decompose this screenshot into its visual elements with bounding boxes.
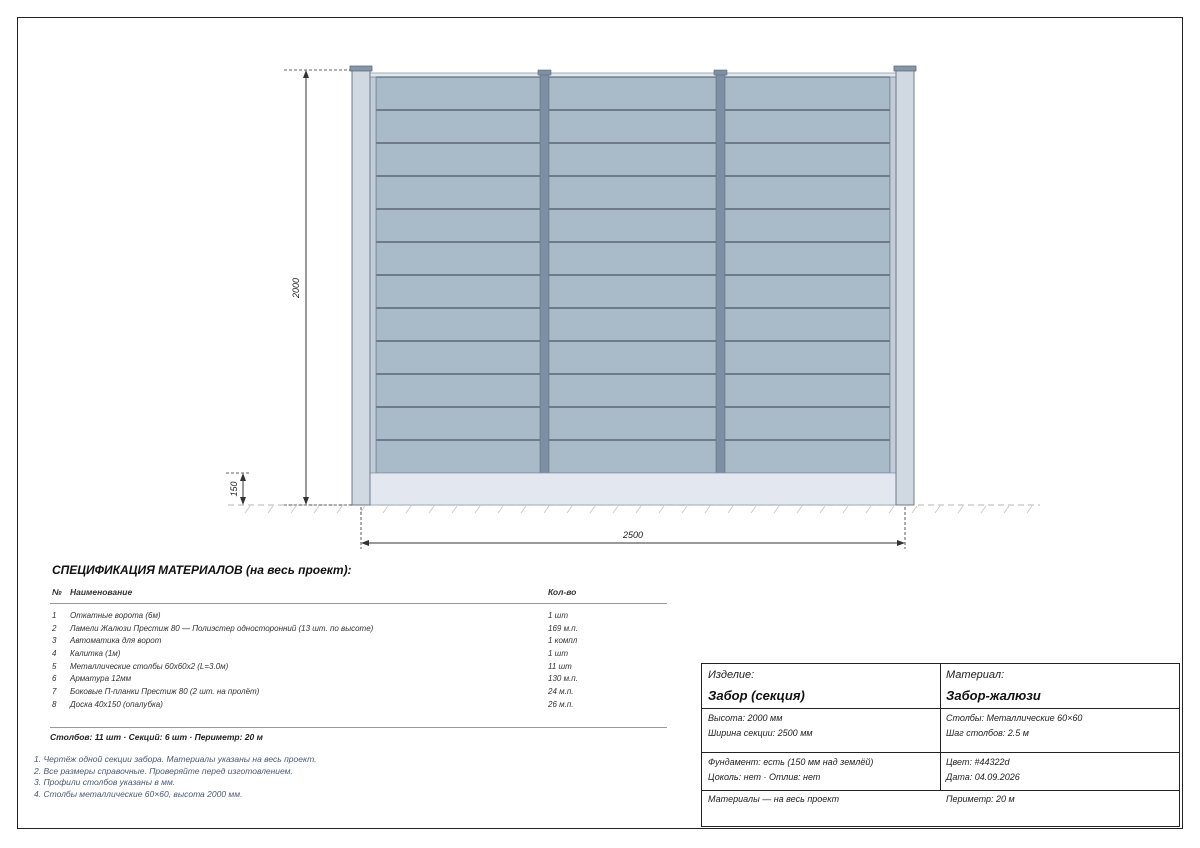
- spec-row-name: Откатные ворота (6м): [70, 610, 161, 620]
- ground-hatch-mark: [912, 506, 917, 513]
- ground-hatch-mark: [498, 506, 503, 513]
- product-value: Забор (секция): [708, 688, 805, 703]
- ground-hatch-mark: [889, 506, 894, 513]
- spec-row-qty: 1 шт: [548, 648, 568, 658]
- spec-title: СПЕЦИФИКАЦИЯ МАТЕРИАЛОВ (на весь проект):: [52, 563, 352, 577]
- ground-hatch-mark: [521, 506, 526, 513]
- spec-row: [50, 660, 667, 673]
- ground-hatch-mark: [797, 506, 802, 513]
- spec-col-name: Наименование: [70, 587, 133, 597]
- ground-hatch-mark: [268, 506, 273, 513]
- ground-hatch-mark: [337, 506, 342, 513]
- spec-row-qty: 24 м.п.: [548, 686, 574, 696]
- spec-row-qty: 1 шт: [548, 610, 568, 620]
- color-value: Цвет: #44322d: [946, 757, 1010, 767]
- inner-post-1: [540, 74, 549, 473]
- inner-post-2-cap: [714, 70, 727, 75]
- spec-row: [50, 685, 667, 698]
- ground-hatch-mark: [981, 506, 986, 513]
- ground-hatch-mark: [751, 506, 756, 513]
- spec-row-num: 2: [52, 623, 57, 633]
- dim-width-label: 2500: [622, 530, 644, 540]
- ground-hatch-mark: [774, 506, 779, 513]
- ground-hatch-mark: [820, 506, 825, 513]
- note-line: 2. Все размеры справочные. Проверяйте перед изготовлением.: [34, 765, 293, 776]
- spec-row-name: Боковые П-планки Престиж 80 (2 шт. на пролёт): [70, 686, 260, 696]
- post-step-value: Шаг столбов: 2.5 м: [946, 728, 1029, 738]
- spec-row-num: 1: [52, 610, 57, 620]
- dim-plinth-label: 150: [229, 481, 239, 497]
- ground-hatch-mark: [1027, 506, 1032, 513]
- plinth-value: Цоколь: нет · Отлив: нет: [708, 772, 821, 782]
- spec-row-num: 3: [52, 636, 57, 646]
- ground-hatch-mark: [314, 506, 319, 513]
- ground-hatch-mark: [705, 506, 710, 513]
- ground-hatch-mark: [475, 506, 480, 513]
- note-line: 3. Профили столбов указаны в мм.: [34, 777, 176, 788]
- material-value: Забор-жалюзи: [946, 688, 1041, 703]
- spec-row-qty: 26 м.п.: [548, 699, 574, 709]
- product-label: Изделие:: [708, 669, 755, 681]
- spec-row-name: Металлические столбы 60х60х2 (L=3.0м): [70, 661, 229, 671]
- ground-hatch-mark: [958, 506, 963, 513]
- post-right-cap: [894, 66, 916, 71]
- spec-row-qty: 11 шт: [548, 661, 572, 671]
- spec-row: [50, 609, 667, 622]
- ground-hatch-mark: [1004, 506, 1009, 513]
- spec-row: [50, 672, 667, 685]
- ground-hatch-mark: [590, 506, 595, 513]
- spec-row-num: 4: [52, 648, 57, 658]
- spec-row-qty: 130 м.п.: [548, 674, 578, 684]
- dim-width-arrow-right: [897, 540, 905, 546]
- spec-row-name: Калитка (1м): [70, 648, 121, 658]
- spec-row-name: Арматура 12мм: [70, 674, 132, 684]
- post-right: [896, 70, 914, 505]
- spec-row-qty: 1 компл: [548, 636, 578, 646]
- spec-totals: Столбов: 11 шт · Секций: 6 шт · Периметр: 20 м: [50, 727, 667, 742]
- title-block: [701, 663, 1180, 827]
- spec-header-row: [50, 584, 667, 604]
- dim-height-arrow-bottom: [303, 497, 309, 505]
- ground-hatch-mark: [452, 506, 457, 513]
- ground-hatch-mark: [866, 506, 871, 513]
- spec-row-num: 7: [52, 686, 57, 696]
- ground-hatching: [245, 506, 1032, 513]
- ground-hatch-mark: [728, 506, 733, 513]
- dim-height-label: 2000: [291, 277, 301, 299]
- post-left: [352, 70, 370, 505]
- spec-row-name: Автоматика для ворот: [70, 636, 162, 646]
- spec-row-name: Ламели Жалюзи Престиж 80 — Полиэстер односторонний (13 шт. по высоте): [70, 623, 374, 633]
- spec-table: [50, 584, 667, 711]
- perimeter-value: Периметр: 20 м: [946, 794, 1015, 804]
- ground-hatch-mark: [406, 506, 411, 513]
- spec-row: [50, 634, 667, 647]
- title-block-divider: [702, 708, 1179, 709]
- ground-hatch-mark: [682, 506, 687, 513]
- post-left-cap: [350, 66, 372, 71]
- ground-hatch-mark: [544, 506, 549, 513]
- spec-row-name: Доска 40х150 (опалубка): [70, 699, 163, 709]
- ground-hatch-mark: [636, 506, 641, 513]
- spec-row-num: 6: [52, 674, 57, 684]
- spec-row-qty: 169 м.п.: [548, 623, 578, 633]
- ground-hatch-mark: [935, 506, 940, 513]
- note-line: 4. Столбы металлические 60×60, высота 2000 мм.: [34, 788, 243, 799]
- ground-hatch-mark: [659, 506, 664, 513]
- dim-height-arrow-top: [303, 70, 309, 78]
- height-value: Высота: 2000 мм: [708, 713, 783, 723]
- posts-value: Столбы: Металлические 60×60: [946, 713, 1083, 723]
- material-label: Материал:: [946, 669, 1005, 681]
- ground-hatch-mark: [383, 506, 388, 513]
- spec-col-num: №: [52, 587, 62, 597]
- spec-col-qty: Кол-во: [548, 587, 577, 597]
- inner-post-1-cap: [538, 70, 551, 75]
- spec-row: [50, 698, 667, 711]
- ground-hatch-mark: [843, 506, 848, 513]
- notes-block: [34, 754, 316, 800]
- section-width-value: Ширина секции: 2500 мм: [708, 728, 813, 738]
- ground-hatch-mark: [291, 506, 296, 513]
- spec-row: [50, 622, 667, 635]
- ground-hatch-mark: [245, 506, 250, 513]
- materials-note: Материалы — на весь проект: [708, 794, 840, 804]
- ground-hatch-mark: [567, 506, 572, 513]
- spec-row-num: 8: [52, 699, 57, 709]
- dim-width-arrow-left: [361, 540, 369, 546]
- foundation-value: Фундамент: есть (150 мм над землёй): [708, 757, 874, 767]
- ground-hatch-mark: [429, 506, 434, 513]
- title-block-divider-vertical: [940, 664, 941, 791]
- ground-hatch-mark: [613, 506, 618, 513]
- spec-row: [50, 647, 667, 660]
- dim-plinth-arrow-top: [240, 473, 246, 481]
- date-value: Дата: 04.09.2026: [946, 772, 1020, 782]
- plinth: [369, 473, 897, 505]
- inner-post-2: [716, 74, 725, 473]
- note-line: 1. Чертёж одной секции забора. Материалы указаны на весь проект.: [34, 754, 317, 764]
- title-block-divider: [702, 752, 1179, 753]
- dim-plinth-arrow-bottom: [240, 497, 246, 505]
- title-block-divider: [702, 790, 1179, 791]
- spec-row-num: 5: [52, 661, 57, 671]
